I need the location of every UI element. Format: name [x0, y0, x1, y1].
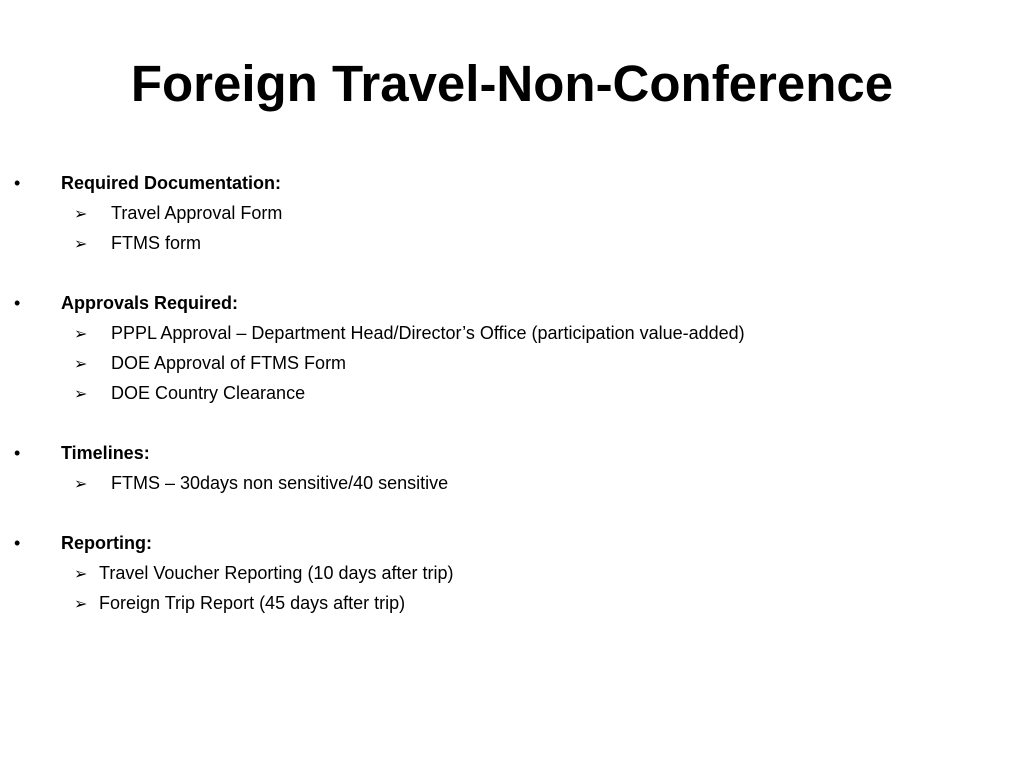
section-heading: Timelines: — [61, 443, 150, 463]
list-item-text: DOE Country Clearance — [111, 383, 306, 403]
list-item — [0, 378, 1024, 408]
list-item — [0, 318, 1024, 348]
arrow-bullet-icon: ➢ — [74, 474, 88, 493]
bullet-icon: • — [14, 443, 21, 463]
section-heading-row — [0, 438, 1024, 468]
slide-content — [0, 168, 1024, 618]
list-item — [0, 228, 1024, 258]
list-item — [0, 588, 1024, 618]
arrow-bullet-icon: ➢ — [74, 354, 88, 373]
arrow-bullet-icon: ➢ — [74, 204, 88, 223]
list-item-text: Foreign Trip Report (45 days after trip) — [99, 593, 406, 613]
list-item-text: FTMS – 30days non sensitive/40 sensitive — [111, 473, 449, 493]
list-item-text: Travel Approval Form — [111, 203, 283, 223]
section-heading-row — [0, 528, 1024, 558]
list-item-text: PPPL Approval – Department Head/Director’s Office (participation value-added) — [111, 323, 745, 343]
bullet-icon: • — [14, 533, 21, 553]
section-heading-row — [0, 288, 1024, 318]
arrow-bullet-icon: ➢ — [74, 324, 88, 343]
arrow-bullet-icon: ➢ — [74, 384, 88, 403]
arrow-bullet-icon: ➢ — [74, 564, 88, 583]
section-timelines — [0, 438, 1024, 498]
section-heading: Approvals Required: — [61, 293, 239, 313]
list-item-text: FTMS form — [111, 233, 201, 253]
section-heading-row — [0, 168, 1024, 198]
arrow-bullet-icon: ➢ — [74, 594, 88, 613]
list-item-text: Travel Voucher Reporting (10 days after trip) — [99, 563, 454, 583]
list-item — [0, 558, 1024, 588]
list-item — [0, 348, 1024, 378]
arrow-bullet-icon: ➢ — [74, 234, 88, 253]
list-item-text: DOE Approval of FTMS Form — [111, 353, 347, 373]
section-approvals-required — [0, 288, 1024, 408]
list-item — [0, 198, 1024, 228]
section-required-documentation — [0, 168, 1024, 258]
section-reporting — [0, 528, 1024, 618]
section-heading: Reporting: — [61, 533, 152, 553]
bullet-icon: • — [14, 293, 21, 313]
slide-title: Foreign Travel-Non-Conference — [130, 55, 894, 112]
list-item — [0, 468, 1024, 498]
section-heading: Required Documentation: — [61, 173, 282, 193]
bullet-icon: • — [14, 173, 21, 193]
